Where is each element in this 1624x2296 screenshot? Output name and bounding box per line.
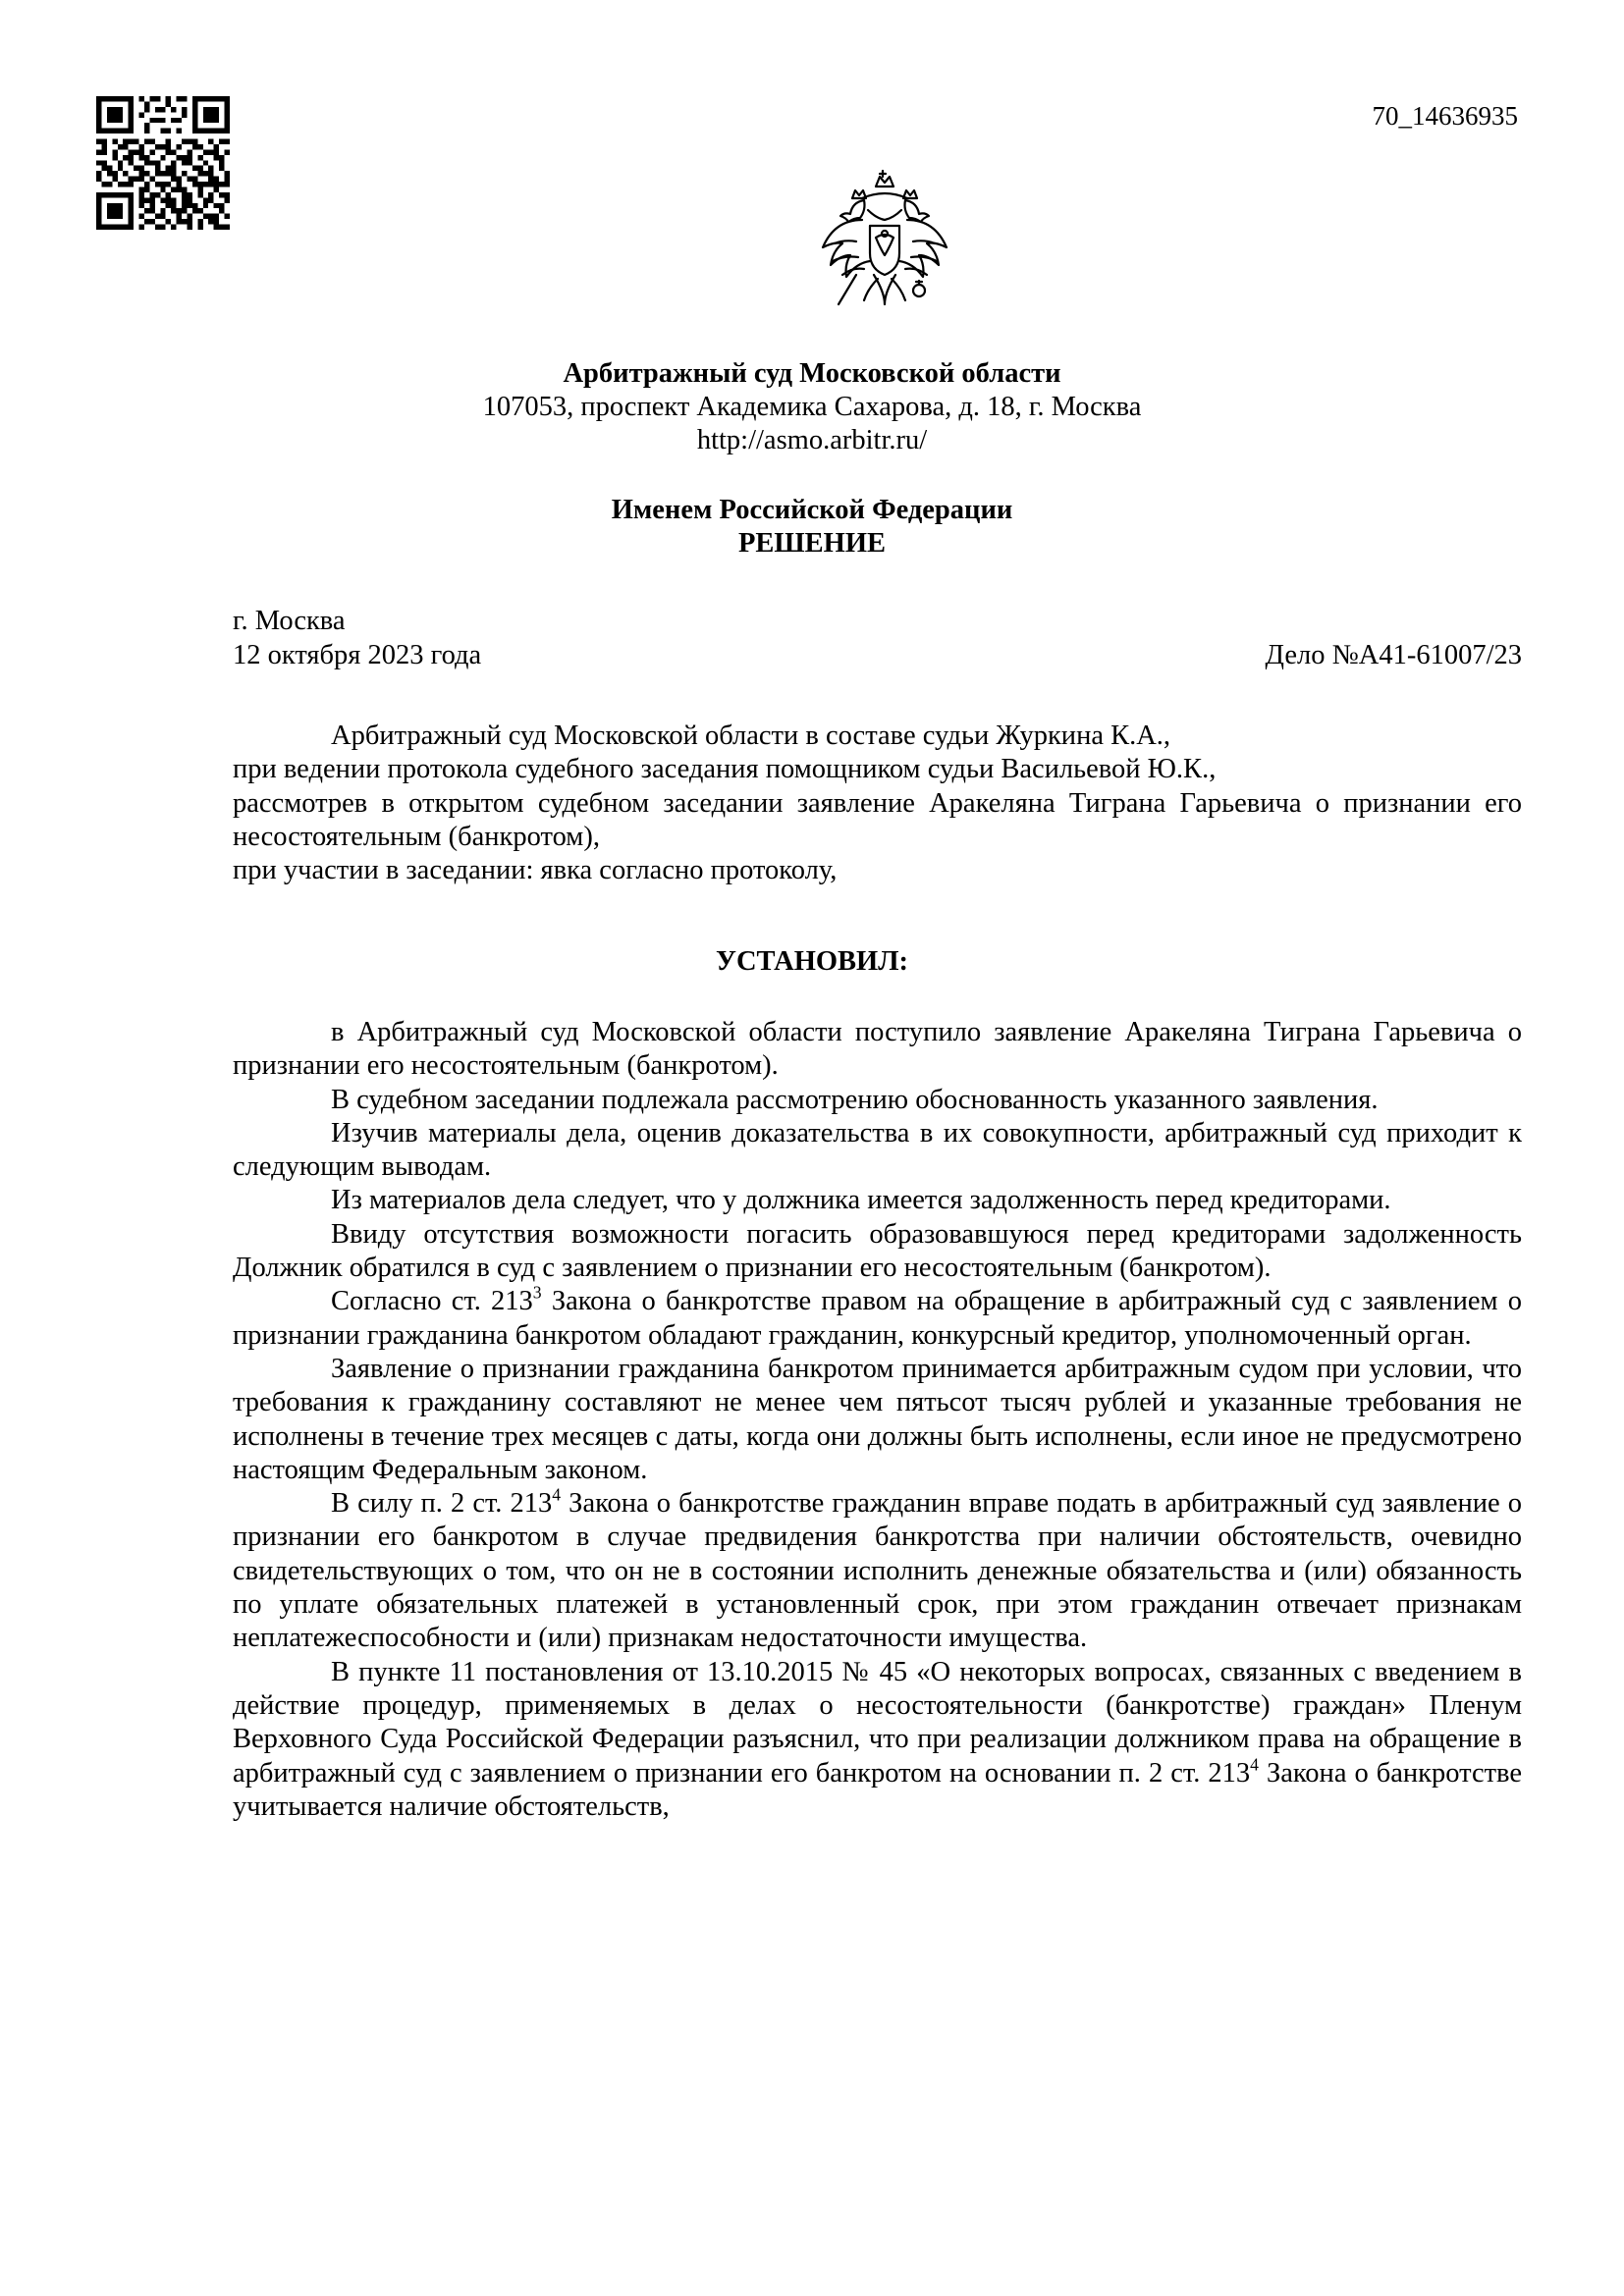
paragraph-text: Закона о банкротстве правом на обращение в арбитражный суд с заявлением о признании гражданина банкротом обладают гражданин, конкурсный кредитор, уполномоченный орган.: [233, 1286, 1522, 1351]
paragraph: В судебном заседании подлежала рассмотрению обоснованность указанного заявления.: [331, 1084, 1379, 1115]
paragraph: [233, 1484, 1522, 1655]
article-superscript: 3: [532, 1282, 542, 1303]
title-line-federation: Именем Российской Федерации: [611, 495, 1013, 525]
article-superscript: 4: [1250, 1754, 1259, 1775]
paragraph-text: В пункте 11 постановления от 13.10.2015 № 45 «О некоторых вопросах, связанных с введением в действие процедур, применяемых в делах о несостоятельности (банкротстве) граждан» Пленум Верховного Суда Российской Федерации разъяснил, что при реализации должником права на обращение в арбитражный суд с заявлением о признании его банкротом на основании п. 2 ст. 213: [233, 1656, 1522, 1789]
court-url: http://asmo.arbitr.ru/: [696, 425, 928, 455]
intro-line: рассмотрев в открытом судебном заседании заявление Аракеляна Тиграна Гарьевича о признании его несостоятельным (банкротом),: [233, 787, 1522, 852]
intro-block: [233, 720, 1522, 887]
paragraph-text: Закона о банкротстве учитывается наличие обстоятельств,: [233, 1757, 1522, 1822]
section-heading: УСТАНОВИЛ:: [716, 946, 908, 977]
court-address: 107053, проспект Академика Сахарова, д. 18, г. Москва: [482, 392, 1142, 422]
paragraph: Заявление о признании гражданина банкротом принимается арбитражным судом при условии, что требования к гражданину составляют не менее чем пятьсот тысяч рублей и указанные требования не исполнены в течение трех месяцев с даты, когда они должны быть исполнены, если иное не предусмотрено настоящим Федеральным законом.: [233, 1353, 1522, 1485]
court-name: Арбитражный суд Московской области: [563, 358, 1061, 389]
intro-line: Арбитражный суд Московской области в составе судьи Журкина К.А.,: [331, 721, 1171, 751]
paragraph-text: Закона о банкротстве гражданин вправе подать в арбитражный суд заявление о признании его банкротом в случае предвидения банкротства при наличии обстоятельств, очевидно свидетельствующих о том, что он не в состоянии исполнить денежные обязательства и (или) обязанность по уплате обязательных платежей в установленный срок, при этом гражданин отвечает признакам неплатежеспособности и (или) признакам недостаточности имущества.: [233, 1488, 1522, 1654]
qr-code-icon: [96, 96, 230, 230]
paragraph-text: В силу п. 2 ст. 213: [331, 1488, 553, 1520]
paragraph: Из материалов дела следует, что у должника имеется задолженность перед кредиторами.: [331, 1185, 1391, 1216]
intro-line: при участии в заседании: явка согласно протоколу,: [233, 855, 838, 886]
paragraph-text: Согласно ст. 213: [331, 1286, 533, 1317]
decision-body: [233, 1016, 1522, 1824]
case-number: Дело №А41-61007/23: [1265, 640, 1522, 670]
coat-of-arms-icon: [813, 165, 956, 314]
paragraph: в Арбитражный суд Московской области поступило заявление Аракеляна Тиграна Гарьевича о признании его несостоятельным (банкротом).: [233, 1017, 1522, 1082]
intro-line: при ведении протокола судебного заседания помощником судьи Васильевой Ю.К.,: [233, 754, 1217, 785]
paragraph: [233, 1282, 1522, 1353]
court-header: [0, 357, 1624, 457]
article-superscript: 4: [552, 1484, 562, 1505]
decision-title: [0, 494, 1624, 561]
paragraph: [233, 1656, 1522, 1824]
paragraph: Изучив материалы дела, оценив доказательства в их совокупности, арбитражный суд приходит к следующим выводам.: [233, 1117, 1522, 1183]
city: г. Москва: [233, 606, 346, 636]
document-id: 70_14636935: [1372, 101, 1518, 131]
title-line-decision: РЕШЕНИЕ: [737, 528, 887, 559]
paragraph: Ввиду отсутствия возможности погасить образовавшуюся перед кредиторами задолженность Должник обратился в суд с заявлением о признании его несостоятельным (банкротом).: [233, 1218, 1522, 1284]
decision-date: 12 октября 2023 года: [233, 640, 482, 670]
